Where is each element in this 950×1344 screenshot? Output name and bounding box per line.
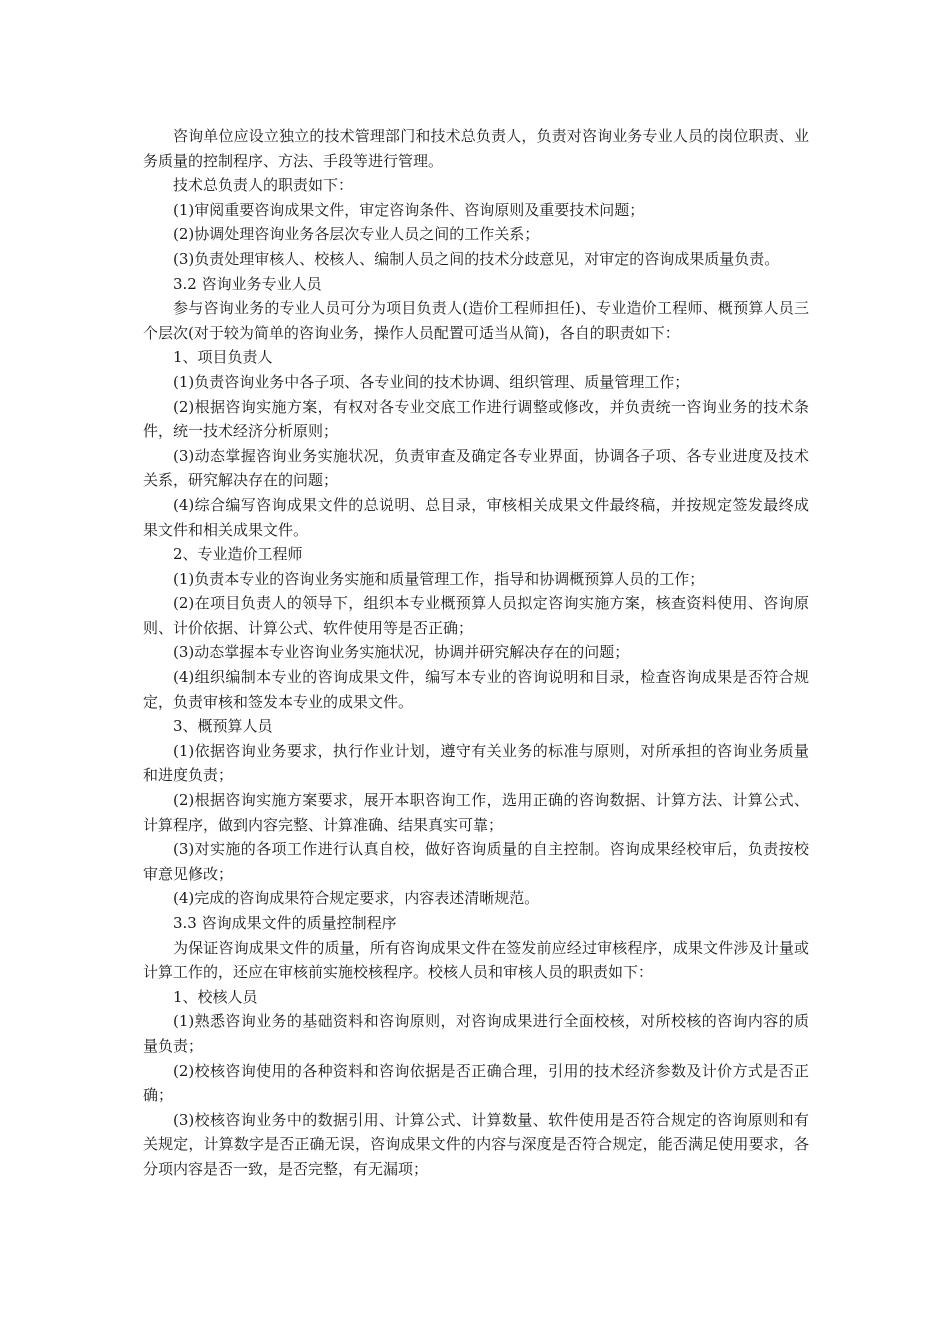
document-body <box>143 124 809 1182</box>
list-item: (2)在项目负责人的领导下，组织本专业概预算人员拟定咨询实施方案，核查资料使用、咨询原则、计价依据、计算公式、软件使用等是否正确； <box>143 594 809 637</box>
paragraph: 技术总负责人的职责如下： <box>173 176 354 195</box>
section-heading: 3.3 咨询成果文件的质量控制程序 <box>173 914 397 932</box>
list-item: (3)动态掌握咨询业务实施状况，负责审查及确定各专业界面，协调各子项、各专业进度及技术关系，研究解决存在的问题； <box>143 446 809 490</box>
list-item: (1)负责咨询业务中各子项、各专业间的技术协调、组织管理、质量管理工作； <box>173 372 690 391</box>
list-item: (2)根据咨询实施方案，有权对各专业交底工作进行调整或修改，并负责统一咨询业务的技术条件，统一技术经济分析原则； <box>143 397 809 441</box>
list-item: (4)完成的咨询成果符合规定要求，内容表述清晰规范。 <box>173 889 540 908</box>
subsection-heading: 2、专业造价工程师 <box>173 545 303 564</box>
list-item: (3)校核咨询业务中的数据引用、计算公式、计算数量、软件使用是否符合规定的咨询原则和有关规定，计算数字是否正确无误，咨询成果文件的内容与深度是否符合规定，能否满足使用要求，各分项内容是否一致，是否完整，有无漏项； <box>143 1110 809 1178</box>
list-item: (1)审阅重要咨询成果文件，审定咨询条件、咨询原则及重要技术问题； <box>173 200 645 219</box>
list-item: (2)根据咨询实施方案要求，展开本职咨询工作，选用正确的咨询数据、计算方法、计算公式、计算程序，做到内容完整、计算准确、结果真实可靠； <box>143 791 809 834</box>
list-item: (4)组织编制本专业的咨询成果文件，编写本专业的咨询说明和目录，检查咨询成果是否符合规定，负责审核和签发本专业的成果文件。 <box>143 668 809 711</box>
subsection-heading: 1、校核人员 <box>173 987 258 1006</box>
list-item: (1)熟悉咨询业务的基础资料和咨询原则，对咨询成果进行全面校核，对所校核的咨询内容的质量负责； <box>143 1012 809 1055</box>
list-item: (3)负责处理审核人、校核人、编制人员之间的技术分歧意见，对审定的咨询成果质量负责。 <box>173 249 780 268</box>
list-item: (1)负责本专业的咨询业务实施和质量管理工作，指导和协调概预算人员的工作； <box>173 569 705 588</box>
paragraph: 为保证咨询成果文件的质量，所有咨询成果文件在签发前应经过审核程序，成果文件涉及计量或计算工作的，还应在审核前实施校核程序。校核人员和审核人员的职责如下： <box>143 938 809 982</box>
subsection-heading: 1、项目负责人 <box>173 348 273 367</box>
list-item: (2)协调处理咨询业务各层次专业人员之间的工作关系； <box>173 225 540 244</box>
paragraph: 咨询单位应设立独立的技术管理部门和技术总负责人，负责对咨询业务专业人员的岗位职责、业务质量的控制程序、方法、手段等进行管理。 <box>143 127 809 170</box>
paragraph: 参与咨询业务的专业人员可分为项目负责人(造价工程师担任)、专业造价工程师、概预算人员三个层次(对于较为简单的咨询业务，操作人员配置可适当从简)，各自的职责如下： <box>143 299 809 342</box>
list-item: (3)对实施的各项工作进行认真自校，做好咨询质量的自主控制。咨询成果经校审后，负责按校审意见修改； <box>143 840 809 883</box>
subsection-heading: 3、概预算人员 <box>173 717 273 736</box>
section-heading: 3.2 咨询业务专业人员 <box>173 274 322 293</box>
list-item: (4)综合编写咨询成果文件的总说明、总目录，审核相关成果文件最终稿，并按规定签发最终成果文件和相关成果文件。 <box>143 495 809 539</box>
list-item: (1)依据咨询业务要求，执行作业计划，遵守有关业务的标准与原则，对所承担的咨询业务质量和进度负责； <box>143 741 809 785</box>
list-item: (3)动态掌握本专业咨询业务实施状况，协调并研究解决存在的问题； <box>173 643 630 662</box>
list-item: (2)校核咨询使用的各种资料和咨询依据是否正确合理，引用的技术经济参数及计价方式是否正确； <box>143 1061 809 1105</box>
